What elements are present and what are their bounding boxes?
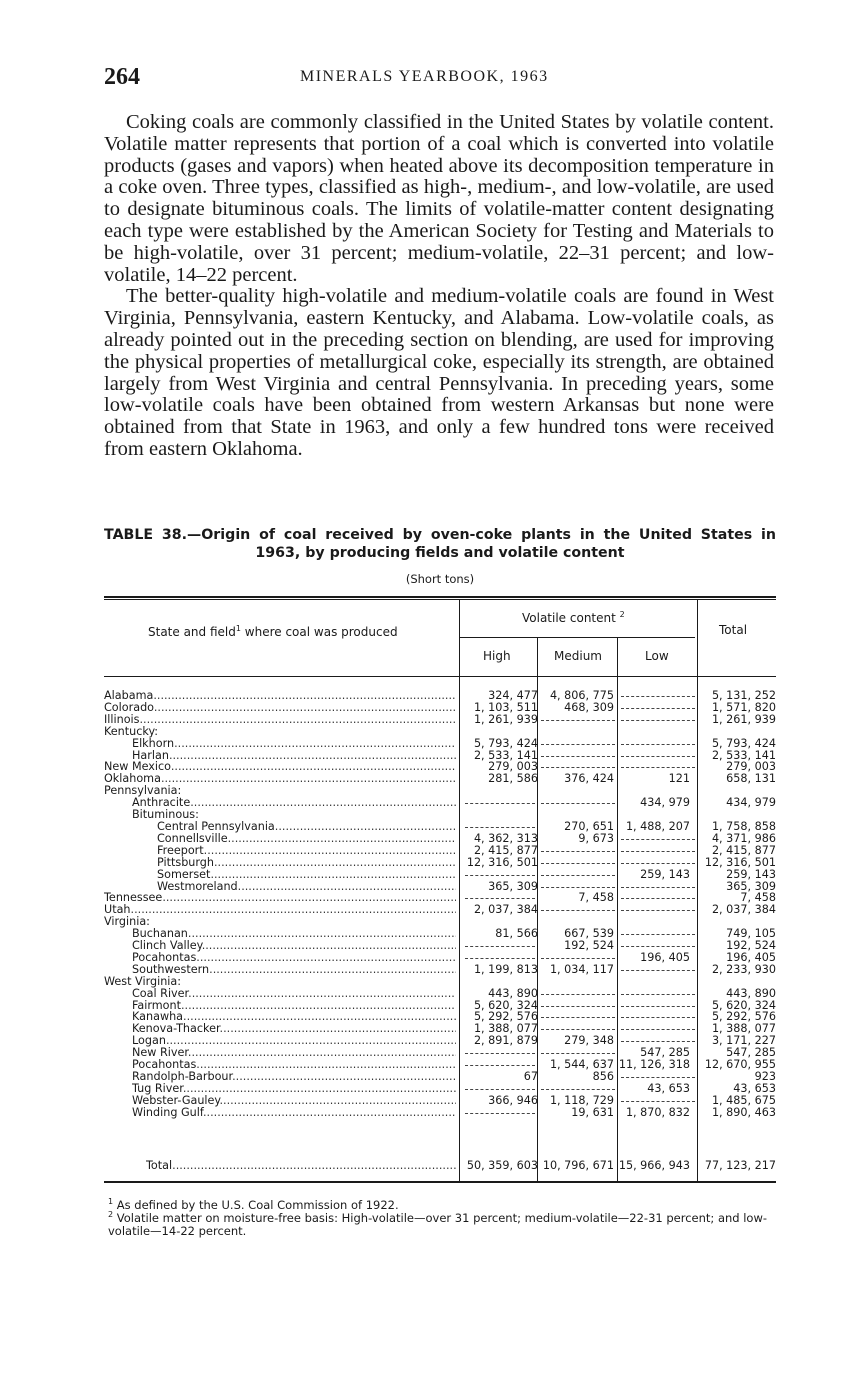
cell-total: 5, 292, 576 (711, 1010, 776, 1024)
cell-high: 67 (523, 1070, 538, 1083)
cell-total: 43, 653 (733, 1081, 776, 1095)
empty-cell-dash (621, 708, 695, 709)
empty-cell-dash (621, 839, 695, 840)
total-row (104, 1159, 776, 1173)
empty-cell-dash (621, 1101, 695, 1102)
empty-cell-dash (621, 863, 695, 864)
empty-cell-dash (621, 994, 695, 995)
cell-high: 1, 261, 939 (473, 712, 538, 726)
cell-total: 3, 171, 227 (711, 1034, 776, 1048)
empty-cell-dash (621, 1077, 695, 1078)
empty-cell-dash (621, 1017, 695, 1018)
table-row (104, 726, 776, 738)
table-row (104, 714, 776, 726)
empty-cell-dash (541, 744, 615, 745)
cell-total: 923 (754, 1070, 776, 1083)
table-title-line: TABLE 38.—Origin of coal received by oven-coke plants in the United States in (104, 527, 776, 543)
cell-medium: 376, 424 (564, 772, 614, 786)
cell-total: 1, 890, 463 (711, 1105, 776, 1119)
table-row (104, 976, 776, 988)
row-label: Pocahontas ..... (132, 952, 456, 964)
empty-cell-dash (541, 1053, 615, 1054)
row-label: New Mexico ..... (104, 761, 456, 773)
row-label: Logan ..... (132, 1035, 456, 1047)
row-label: Buchanan ..... (132, 928, 456, 940)
row-label: Winding Gulf ..... (132, 1107, 456, 1119)
cell-total: 1, 261, 939 (711, 712, 776, 726)
cell-total: 434, 979 (726, 796, 776, 810)
cell-high: 279, 003 (488, 760, 538, 774)
empty-cell-dash (621, 696, 695, 697)
running-head: MINERALS YEARBOOK, 1963 (300, 68, 549, 85)
cell-high: 1, 388, 077 (473, 1022, 538, 1036)
table-row (104, 690, 776, 702)
table-row (104, 773, 776, 785)
footnote: $^1$ As defined by the U.S. Coal Commission of 1922. (108, 1197, 399, 1212)
table-row (104, 1000, 776, 1012)
empty-cell-dash (541, 767, 615, 768)
row-label: Clinch Valley ..... (132, 940, 456, 952)
empty-cell-dash (621, 1006, 695, 1007)
empty-cell-dash (541, 851, 615, 852)
footnotes (108, 1199, 778, 1238)
paragraph: The better-quality high-volatile and medium-volatile coals are found in West Virginia, Pennsylvania, eastern Kentucky, and Alabama. Low-volatile coals, as already pointed out in the preceding section on blending, are used for improving the physical properties of metallurgical coke, especially its strength, are obtained largely from West Virginia and central Pennsylvania. In preceding years, some low-volatile coals have been obtained from western Arkansas but none were obtained from that State in 1963, and only a few hundred tons were received from eastern Oklahoma. (104, 285, 774, 460)
cell-total: 2, 415, 877 (711, 843, 776, 857)
table-row (104, 1059, 776, 1071)
cell-high: 2, 415, 877 (473, 843, 538, 857)
row-label: Fairmont ..... (132, 1000, 456, 1012)
table-row (104, 857, 776, 869)
row-label: Tennessee ..... (104, 892, 456, 904)
cell-low: 121 (668, 772, 690, 786)
table-body (104, 690, 776, 1119)
paragraph: Coking coals are commonly classified in the United States by volatile content. Volatile matter represents that portion of a coal which is converted into volatile products (gases and vapors) when heated above its decomposition temperature in a coke oven. Three types, classified as high-, medium-, and low-volatile, are used to designate bituminous coals. The limits of volatile-matter content designating each type were established by the American Society for Testing and Materials to be high-volatile, over 31 percent; medium-volatile, 22–31 percent; and low-volatile, 14–22 percent. (104, 111, 774, 286)
group-rule (459, 637, 695, 638)
row-label: Tug River ..... (132, 1083, 456, 1095)
row-label: Westmoreland ..... (157, 881, 456, 893)
empty-cell-dash (465, 1065, 535, 1066)
cell-high: 2, 533, 141 (473, 748, 538, 762)
empty-cell-dash (621, 887, 695, 888)
header-bottom-rule (104, 676, 776, 677)
row-label: Kentucky: (104, 725, 159, 738)
cell-low: 547, 285 (640, 1046, 690, 1060)
cell-total: 5, 620, 324 (711, 998, 776, 1012)
cell-medium: 1, 034, 117 (549, 962, 614, 976)
row-label: New River ..... (132, 1047, 456, 1059)
cell-high: 281, 586 (488, 772, 538, 786)
total-total: 77, 123, 217 (704, 1159, 776, 1172)
table-top-rule (104, 599, 776, 600)
cell-medium: 667, 539 (564, 927, 614, 941)
cell-low: 43, 653 (647, 1081, 690, 1095)
empty-cell-dash (465, 1053, 535, 1054)
cell-high: 1, 103, 511 (473, 700, 538, 714)
cell-total: 658, 131 (726, 772, 776, 786)
table-row (104, 916, 776, 928)
empty-cell-dash (541, 1017, 615, 1018)
row-label: Connellsville ..... (157, 833, 456, 845)
cell-total: 365, 309 (726, 879, 776, 893)
row-label: Harlan ..... (132, 750, 456, 762)
empty-cell-dash (541, 1089, 615, 1090)
empty-cell-dash (621, 851, 695, 852)
cell-total: 192, 524 (726, 939, 776, 953)
cell-total: 4, 371, 986 (711, 831, 776, 845)
empty-cell-dash (541, 756, 615, 757)
table-row (104, 1083, 776, 1095)
empty-cell-dash (465, 827, 535, 828)
row-label: Somerset ..... (157, 869, 456, 881)
table-row (104, 797, 776, 809)
empty-cell-dash (465, 958, 535, 959)
row-label: Colorado ..... (104, 702, 456, 714)
empty-cell-dash (541, 887, 615, 888)
row-label: Alabama ..... (104, 690, 456, 702)
empty-cell-dash (465, 875, 535, 876)
cell-low: 1, 870, 832 (625, 1105, 690, 1119)
cell-medium: 1, 118, 729 (549, 1093, 614, 1107)
table-row (104, 952, 776, 964)
empty-cell-dash (621, 1029, 695, 1030)
row-label: Southwestern ..... (132, 964, 456, 976)
empty-cell-dash (541, 994, 615, 995)
table-row (104, 1095, 776, 1107)
cell-high: 365, 309 (488, 879, 538, 893)
total-column-header: Total (719, 623, 748, 637)
cell-total: 547, 285 (726, 1046, 776, 1060)
table-row (104, 869, 776, 881)
cell-medium: 468, 309 (564, 700, 614, 714)
empty-cell-dash (541, 875, 615, 876)
cell-high: 5, 620, 324 (473, 998, 538, 1012)
cell-total: 2, 533, 141 (711, 748, 776, 762)
empty-cell-dash (541, 1029, 615, 1030)
table-row (104, 928, 776, 940)
cell-medium: 279, 348 (564, 1034, 614, 1048)
table-subtitle: (Short tons) (405, 572, 475, 586)
empty-cell-dash (541, 1006, 615, 1007)
stub-header: State and field$^1$ where coal was produced (148, 624, 398, 639)
cell-total: 749, 105 (726, 927, 776, 941)
cell-medium: 192, 524 (564, 939, 614, 953)
row-label: Coal River ..... (132, 988, 456, 1000)
medium-column-header: Medium (554, 649, 602, 663)
cell-low: 434, 979 (640, 796, 690, 810)
empty-cell-dash (465, 1113, 535, 1114)
total-medium: 10, 796, 671 (542, 1159, 614, 1172)
row-label: Oklahoma ..... (104, 773, 456, 785)
table-row (104, 750, 776, 762)
table-row (104, 964, 776, 976)
high-column-header: High (483, 649, 511, 663)
empty-cell-dash (541, 720, 615, 721)
cell-total: 12, 316, 501 (704, 855, 776, 869)
cell-total: 7, 458 (740, 891, 776, 905)
cell-total: 2, 233, 930 (711, 962, 776, 976)
cell-total: 1, 571, 820 (711, 700, 776, 714)
footnote: $^2$ Volatile matter on moisture-free basis: High-volatile—over 31 percent; medium-volatile—22-31 percent; and low-volatile—14-22 percent. (108, 1210, 768, 1238)
cell-medium: 270, 651 (564, 819, 614, 833)
cell-high: 2, 037, 384 (473, 903, 538, 917)
total-low: 15, 966, 943 (618, 1159, 690, 1172)
empty-cell-dash (465, 898, 535, 899)
cell-medium: 1, 544, 637 (549, 1058, 614, 1072)
cell-low: 1, 488, 207 (625, 819, 690, 833)
cell-low: 196, 405 (640, 950, 690, 964)
row-label: Kenova-Thacker ..... (132, 1023, 456, 1035)
cell-medium: 856 (592, 1070, 614, 1083)
cell-high: 1, 199, 813 (473, 962, 538, 976)
row-label: Pocahontas ..... (132, 1059, 456, 1071)
total-label: Total ..... (146, 1159, 456, 1172)
table-row (104, 988, 776, 1000)
empty-cell-dash (621, 946, 695, 947)
empty-cell-dash (465, 1089, 535, 1090)
cell-low: 11, 126, 318 (618, 1058, 690, 1072)
row-label: Bituminous: (132, 809, 199, 821)
cell-medium: 19, 631 (571, 1105, 614, 1119)
empty-cell-dash (541, 803, 615, 804)
cell-total: 2, 037, 384 (711, 903, 776, 917)
cell-total: 279, 003 (726, 760, 776, 774)
empty-cell-dash (621, 1041, 695, 1042)
cell-high: 5, 292, 576 (473, 1010, 538, 1024)
table-row (104, 904, 776, 916)
table-title (104, 526, 776, 562)
empty-cell-dash (621, 898, 695, 899)
empty-cell-dash (621, 720, 695, 721)
cell-total: 259, 143 (726, 867, 776, 881)
row-label: Central Pennsylvania ..... (157, 821, 456, 833)
table-row (104, 833, 776, 845)
empty-cell-dash (465, 946, 535, 947)
table-row (104, 1023, 776, 1035)
cell-medium: 7, 458 (578, 891, 614, 905)
page-number: 264 (104, 64, 140, 90)
cell-total: 12, 670, 955 (704, 1058, 776, 1072)
empty-cell-dash (541, 863, 615, 864)
table-row (104, 892, 776, 904)
table-row (104, 881, 776, 893)
row-label: Kanawha ..... (132, 1011, 456, 1023)
cell-high: 4, 362, 313 (473, 831, 538, 845)
cell-medium: 9, 673 (578, 831, 614, 845)
empty-cell-dash (621, 970, 695, 971)
low-column-header: Low (645, 649, 669, 663)
cell-medium: 4, 806, 775 (549, 689, 614, 702)
table-row (104, 738, 776, 750)
table-bottom-rule (104, 1181, 776, 1183)
row-label: Utah ..... (104, 904, 456, 916)
row-label: West Virginia: (104, 975, 182, 988)
table-top-rule (104, 596, 776, 598)
table-row (104, 821, 776, 833)
empty-cell-dash (621, 756, 695, 757)
cell-total: 5, 131, 252 (711, 689, 776, 702)
cell-high: 366, 946 (488, 1093, 538, 1107)
body-text (104, 112, 774, 461)
cell-total: 5, 793, 424 (711, 736, 776, 750)
cell-total: 1, 758, 858 (711, 819, 776, 833)
row-label: Randolph-Barbour ..... (132, 1071, 456, 1083)
table-title-line: 1963, by producing fields and volatile content (255, 545, 625, 561)
row-label: Webster-Gauley ..... (132, 1095, 456, 1107)
row-label: Virginia: (104, 916, 150, 929)
cell-total: 196, 405 (726, 950, 776, 964)
cell-high: 81, 566 (495, 927, 538, 941)
empty-cell-dash (541, 910, 615, 911)
cell-high: 12, 316, 501 (466, 855, 538, 869)
table-row (104, 702, 776, 714)
empty-cell-dash (621, 744, 695, 745)
volatile-content-header: Volatile content $^2$ (522, 610, 625, 625)
cell-high: 324, 477 (488, 689, 538, 702)
cell-low: 259, 143 (640, 867, 690, 881)
empty-cell-dash (541, 958, 615, 959)
row-label: Elkhorn ..... (132, 738, 456, 750)
table-row (104, 845, 776, 857)
empty-cell-dash (465, 803, 535, 804)
empty-cell-dash (621, 910, 695, 911)
cell-high: 2, 891, 879 (473, 1034, 538, 1048)
table-row (104, 1107, 776, 1119)
row-label: Freeport ..... (157, 845, 456, 857)
total-high: 50, 359, 603 (466, 1159, 538, 1172)
row-label: Anthracite ..... (132, 797, 456, 809)
row-label: Pittsburgh ..... (157, 857, 456, 869)
empty-cell-dash (621, 767, 695, 768)
cell-high: 443, 890 (488, 986, 538, 1000)
cell-high: 5, 793, 424 (473, 736, 538, 750)
empty-cell-dash (621, 934, 695, 935)
cell-total: 443, 890 (726, 986, 776, 1000)
cell-total: 1, 485, 675 (711, 1093, 776, 1107)
row-label: Illinois ..... (104, 714, 456, 726)
cell-total: 1, 388, 077 (711, 1022, 776, 1036)
table-row (104, 1011, 776, 1023)
row-label: Pennsylvania: (104, 785, 182, 798)
